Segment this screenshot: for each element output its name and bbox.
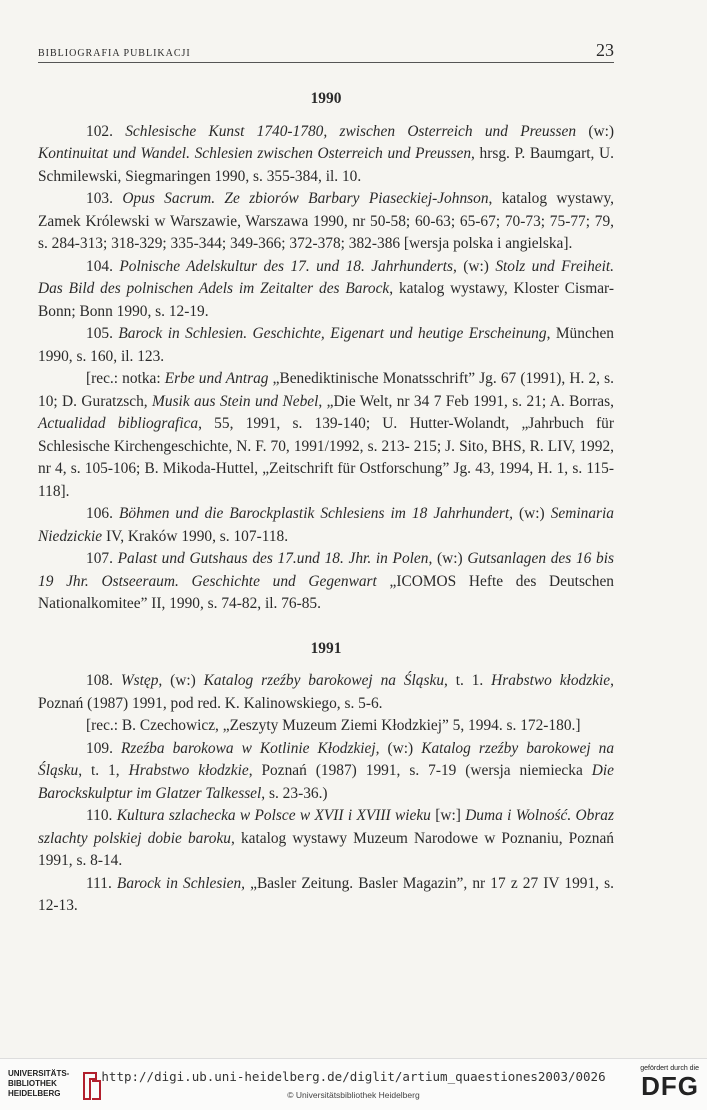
dfg-funded-by: gefördert durch die <box>640 1065 699 1072</box>
digitization-footer <box>0 1058 707 1110</box>
year-heading: 1990 <box>310 90 342 107</box>
bibliography-entry: 106. Böhmen und die Barockplastik Schlesiens im 18 Jahrhundert, (w:) Seminaria Niedzickie IV, Kraków 1990, s. 107-118. <box>38 505 614 545</box>
bibliography-entry: [rec.: notka: Erbe und Antrag „Benediktinische Monatsschrift” Jg. 67 (1991), H. 2, s. 10; D. Guratzsch, Musik aus Stein und Nebel, „Die Welt, nr 34 7 Feb 1991, s. 21; A. Borras, Actualidad bibliografica, 55, 1991, s. 139-140; U. Hutter-Wolandt, „Jahrbuch für Schlesische Kirchengeschichte, N. F. 70, 1991/1992, s. 213- 215; J. Sito, BHS, R. LIV, 1992, nr 4, s. 105-106; B. Mikoda-Huttel, „Zeitschrift für Ostforschung” Jg. 43, 1994, H. 1, s. 115-118]. <box>38 370 614 500</box>
page-header <box>38 40 614 63</box>
bibliography-entry: 105. Barock in Schlesien. Geschichte, Eigenart und heutige Erscheinung, München 1990, s. 160, il. 123. <box>38 325 614 365</box>
bibliography-entry: 104. Polnische Adelskultur des 17. und 18. Jahrhunderts, (w:) Stolz und Freiheit. Das Bild des polnischen Adels im Zeitalter des Barock, katalog wystawy, Kloster Cismar-Bonn; Bonn 1990, s. 12-19. <box>38 257 614 320</box>
bibliography-entry: 109. Rzeźba barokowa w Kotlinie Kłodzkiej, (w:) Katalog rzeźby barokowej na Śląsku, t. 1, Hrabstwo kłodzkie, Poznań (1987) 1991, s. 7-19 (wersja niemiecka Die Barockskulptur im Glatzer Talkessel, s. 23-36.) <box>38 739 615 802</box>
copyright-notice: © Universitätsbibliothek Heidelberg <box>287 1090 420 1100</box>
bibliography-content <box>38 88 614 918</box>
bibliography-entry: 108. Wstęp, (w:) Katalog rzeźby barokowej na Śląsku, t. 1. Hrabstwo kłodzkie, Poznań (1987) 1991, pod red. K. Kalinowskiego, s. 5-6. <box>38 672 614 712</box>
permalink-url[interactable]: http://digi.ub.uni-heidelberg.de/diglit/artium_quaestiones2003/0026 <box>101 1069 606 1084</box>
bibliography-entry: 103. Opus Sacrum. Ze zbiorów Barbary Piaseckiej-Johnson, katalog wystawy, Zamek Królewski w Warszawie, Warszawa 1990, nr 50-58; 60-63; 65-67; 70-73; 75-77; 79, s. 284-313; 318-329; 335-344; 349-366; 372-378; 382-386 [wersja polska i angielska]. <box>38 190 614 252</box>
year-heading: 1991 <box>310 639 342 657</box>
page-number: 23 <box>596 40 614 60</box>
logo-line-1: UNIVERSITÄTS- <box>8 1069 70 1078</box>
dfg-wordmark: DFG <box>641 1071 699 1101</box>
logo-line-2: BIBLIOTHEK <box>8 1079 57 1088</box>
bibliography-entry: 107. Palast und Gutshaus des 17.und 18. Jhr. in Polen, (w:) Gutsanlagen des 16 bis 19 Jhr. Ostseeraum. Geschichte und Gegenwart „ICOMOS Hefte des Deutschen Nationalkomitee” II, 1990, s. 74-82, il. 76-85. <box>38 550 614 612</box>
running-head: BIBLIOGRAFIA PUBLIKACJI <box>38 48 191 59</box>
bibliography-entry: 111. Barock in Schlesien, „Basler Zeitung. Basler Magazin”, nr 17 z 27 IV 1991, s. 12-13. <box>38 874 614 914</box>
logo-line-3: HEIDELBERG <box>8 1089 61 1098</box>
bibliography-entry: 102. Schlesische Kunst 1740-1780, zwischen Osterreich und Preussen (w:) Kontinuitat und Wandel. Schlesien zwischen Osterreich und Preussen, hrsg. P. Baumgart, U. Schmilewski, Siegmaringen 1990, s. 355-384, il. 10. <box>38 122 615 185</box>
bibliography-entry: 110. Kultura szlachecka w Polsce w XVII i XVIII wieku [w:] Duma i Wolność. Obraz szlachty polskiej dobie baroku, katalog wystawy Muzeum Narodowe w Poznaniu, Poznań 1991, s. 8-14. <box>38 807 614 869</box>
dfg-logo <box>623 1065 699 1099</box>
bibliography-entry: [rec.: B. Czechowicz, „Zeszyty Muzeum Ziemi Kłodzkiej” 5, 1994. s. 172-180.] <box>86 717 581 734</box>
